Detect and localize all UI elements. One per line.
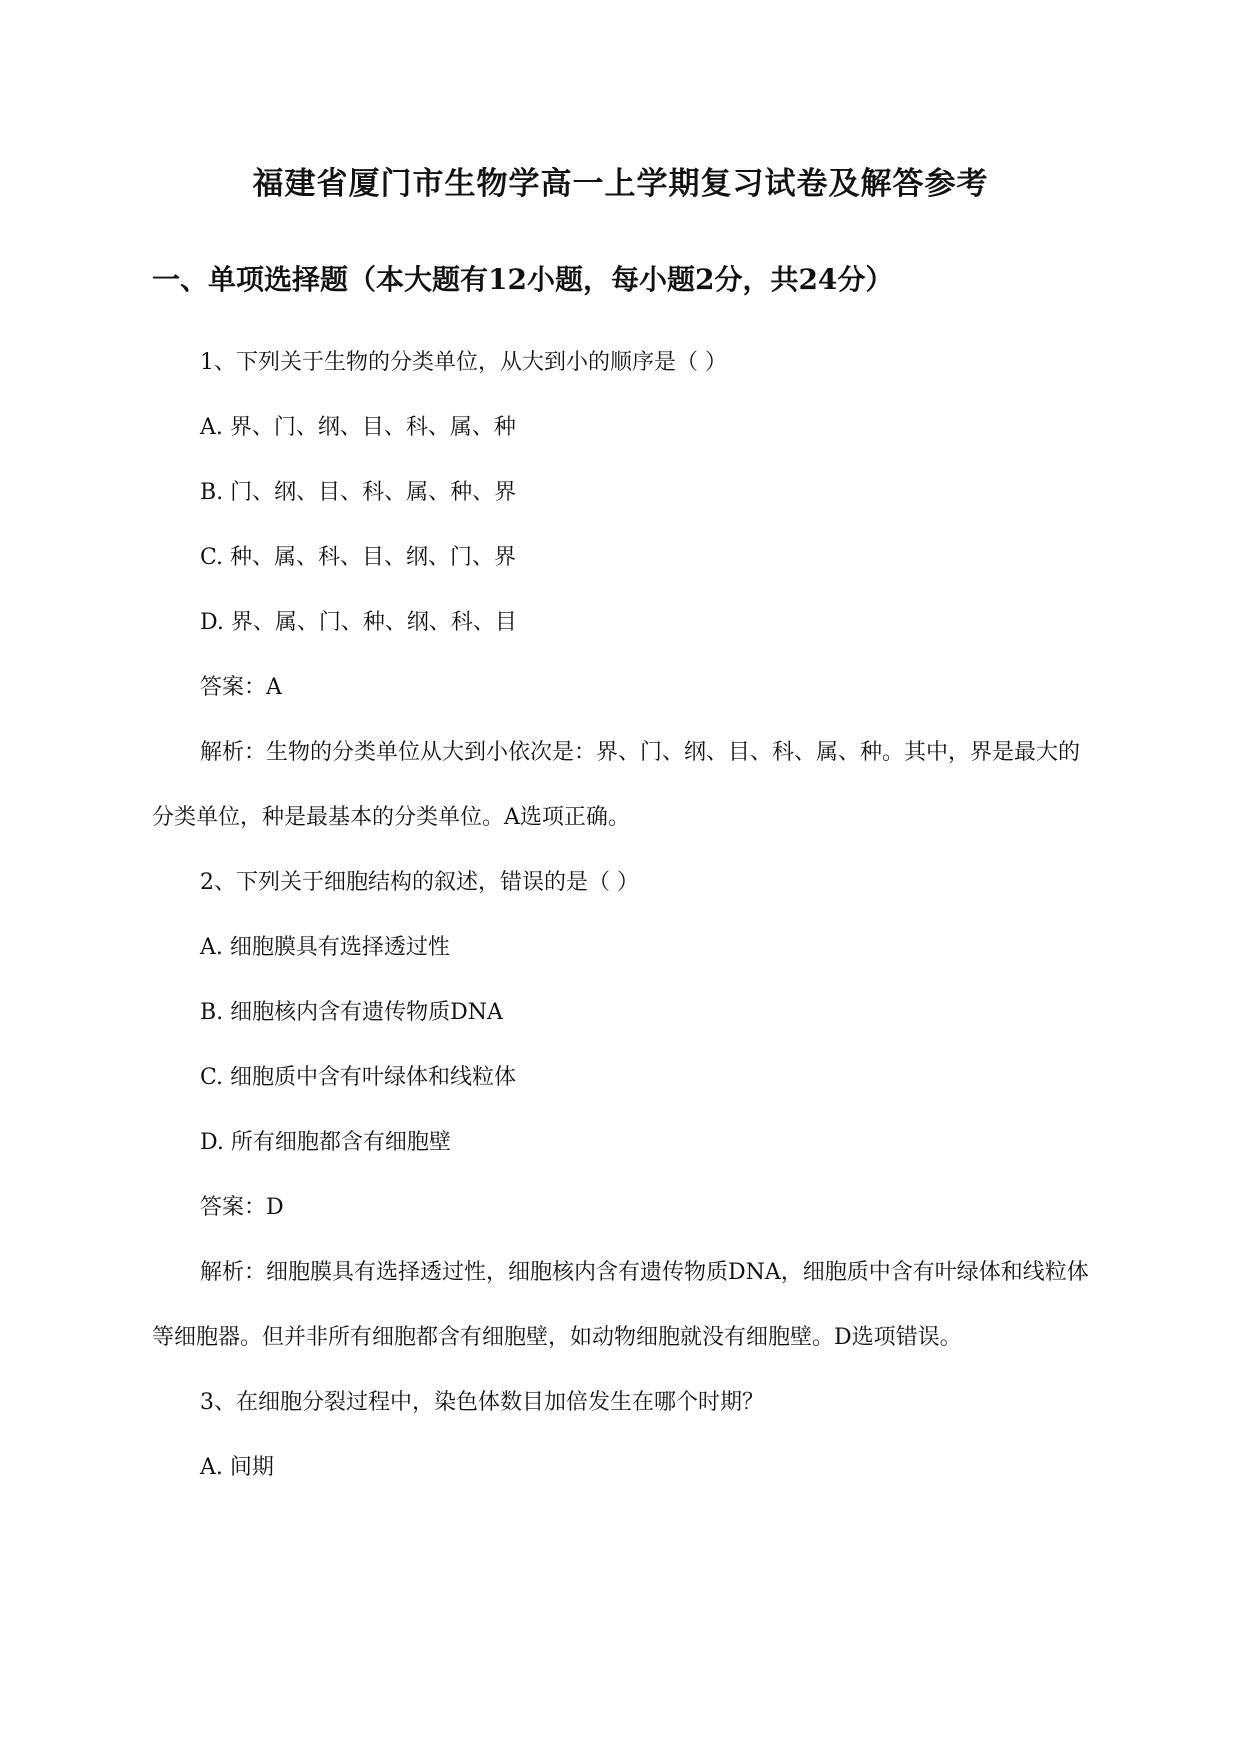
- question-option: B. 门、纲、目、科、属、种、界: [200, 480, 517, 505]
- question-answer: 答案：D: [200, 1195, 284, 1220]
- question-analysis: 解析：细胞膜具有选择透过性，细胞核内含有遗传物质DNA，细胞质中含有叶绿体和线粒体等细胞器。但并非所有细胞都含有细胞壁，如动物细胞就没有细胞壁。D选项错误。: [152, 1260, 1089, 1350]
- question-option: D. 所有细胞都含有细胞壁: [200, 1130, 451, 1155]
- question-option: B. 细胞核内含有遗传物质DNA: [200, 1000, 503, 1025]
- question-option: D. 界、属、门、种、纲、科、目: [200, 610, 517, 635]
- question-option: C. 种、属、科、目、纲、门、界: [200, 545, 517, 570]
- document-title: 福建省厦门市生物学高一上学期复习试卷及解答参考: [252, 166, 989, 202]
- question-analysis: 解析：生物的分类单位从大到小依次是：界、门、纲、目、科、属、种。其中，界是最大的分类单位，种是最基本的分类单位。A选项正确。: [152, 740, 1081, 830]
- question-option: A. 界、门、纲、目、科、属、种: [200, 415, 516, 440]
- question-option: A. 细胞膜具有选择透过性: [200, 935, 450, 960]
- question-answer: 答案：A: [200, 675, 282, 700]
- question-stem: 2、下列关于细胞结构的叙述，错误的是（ ）: [200, 870, 639, 895]
- question-option: A. 间期: [200, 1455, 274, 1480]
- question-option: C. 细胞质中含有叶绿体和线粒体: [200, 1065, 517, 1090]
- question-list: [152, 330, 1092, 1500]
- question-stem: 3、在细胞分裂过程中，染色体数目加倍发生在哪个时期？: [200, 1390, 764, 1415]
- section-heading: 一、单项选择题（本大题有12小题，每小题2分，共24分）: [152, 263, 894, 296]
- question-stem: 1、下列关于生物的分类单位，从大到小的顺序是（ ）: [200, 350, 727, 375]
